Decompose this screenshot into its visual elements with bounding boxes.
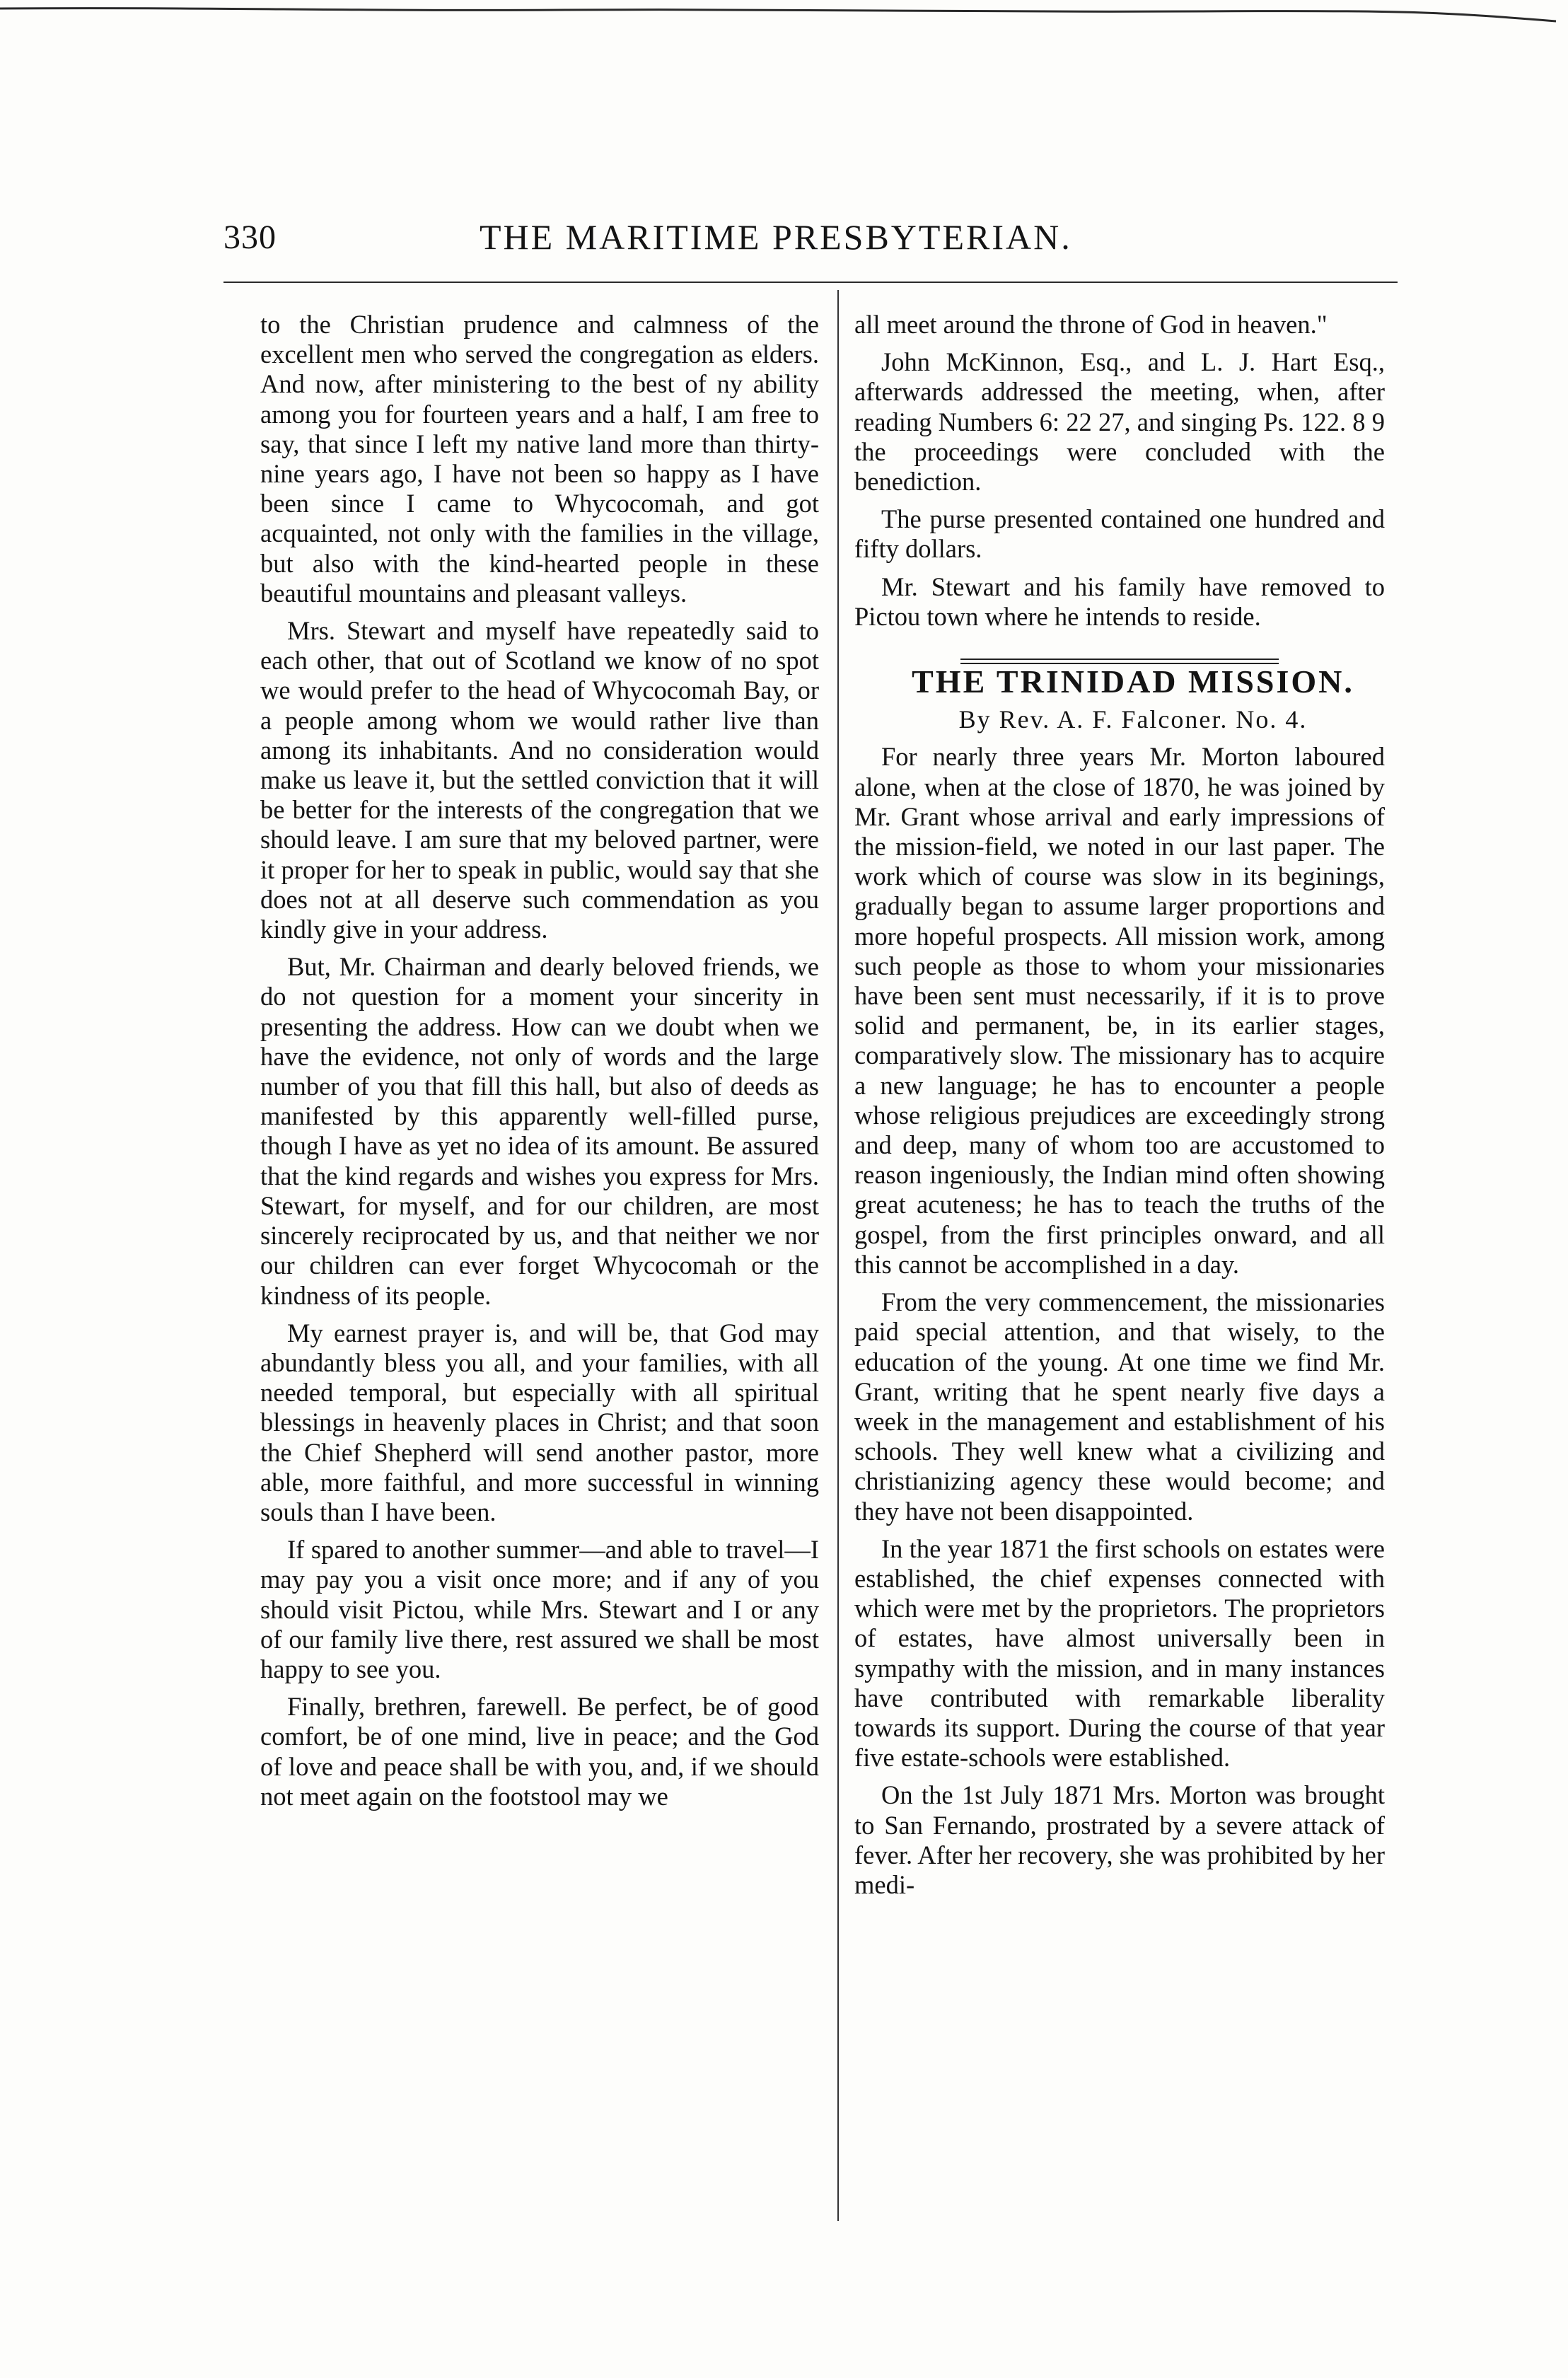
- paragraph: In the year 1871 the first schools on estates were established, the chief expenses connected with which were met by the proprietors. The proprietors of estates, have almost universally been in sympathy with the mission, and in many instances have contributed with remarkable liberality towards its support. During the course of that year five estate-schools were established.: [854, 1533, 1385, 1773]
- right-column: [854, 310, 1385, 1908]
- paragraph: John McKinnon, Esq., and L. J. Hart Esq., afterwards addressed the meeting, when, after reading Numbers 6: 22 27, and singing Ps. 122. 8 9 the proceedings were concluded with the benediction.: [854, 347, 1385, 497]
- paragraph: The purse presented contained one hundred and fifty dollars.: [854, 504, 1385, 564]
- paragraph: From the very commencement, the missionaries paid special attention, and that wisely, to the education of the young. At one time we find Mr. Grant, writing that he spent nearly five days a week in the management and establishment of his schools. They well knew what a civilizing and christianizing agency these would become; and they have not been disappointed.: [854, 1287, 1385, 1526]
- paragraph: On the 1st July 1871 Mrs. Morton was brought to San Fernando, prostrated by a severe attack of fever. After her recovery, she was prohibited by her medi-: [854, 1780, 1385, 1899]
- paragraph: all meet around the throne of God in heaven.": [854, 310, 1328, 339]
- paragraph: For nearly three years Mr. Morton laboured alone, when at the close of 1870, he was joined by Mr. Grant whose arrival and early impressions of the mission-field, we noted in our last paper. The work which of course was slow in its beginings, gradually began to assume larger proportions and more hopeful prospects. All mission work, among such people as those to whom your missionaries have been sent must necessarily, if it is to prove solid and permanent, be, in its earlier stages, comparatively slow. The missionary has to acquire a new language; he has to encounter a people whose religious prejudices are exceedingly strong and deep, many of whom too are accustomed to reason ingeniously, the Indian mind often showing great acuteness; he has to teach the truths of the gospel, from the first principles onward, and all this cannot be accomplished in a day.: [854, 742, 1385, 1279]
- article-byline: By Rev. A. F. Falconer. No. 4.: [958, 705, 1308, 734]
- article-title: THE TRINIDAD MISSION.: [912, 663, 1354, 700]
- page-header: [223, 211, 1398, 267]
- paragraph: Mr. Stewart and his family have removed to Pictou town where he intends to reside.: [854, 572, 1385, 631]
- paragraph: to the Christian prudence and calmness of the excellent men who served the congregation as elders. And now, after ministering to the best of ny ability among you for fourteen years and a half, I am free to say, that since I left my native land more than thirty-nine years ago, I have not been so happy as I have been since I came to Whycocomah, and got acquainted, not only with the families in the village, but also with the kind-hearted people in these beautiful mountains and pleasant valleys.: [260, 310, 819, 608]
- running-title: THE MARITIME PRESBYTERIAN.: [480, 217, 1072, 257]
- paragraph: Mrs. Stewart and myself have repeatedly said to each other, that out of Scotland we know of no spot we would prefer to the head of Whycocomah Bay, or a people among whom we would rather live than among its inhabitants. And no consideration would make us leave it, but the settled conviction that it will be better for the interests of the congregation that we should leave. I am sure that my beloved partner, were it proper for her to speak in public, would say that she does not at all deserve such commendation as you kindly give in your address.: [260, 616, 819, 944]
- paragraph: My earnest prayer is, and will be, that God may abundantly bless you all, and your families, with all needed temporal, but especially with all spiritual blessings in heavenly places in Christ; and that soon the Chief Shepherd will send another pastor, more able, more faithful, and more successful in winning souls than I have been.: [260, 1318, 819, 1526]
- paragraph: Finally, brethren, farewell. Be perfect, be of good comfort, be of one mind, live in peace; and the God of love and peace shall be with you, and, if we should not meet again on the footstool may we: [260, 1692, 819, 1811]
- paragraph: If spared to another summer—and able to travel—I may pay you a visit once more; and if any of you should visit Pictou, while Mrs. Stewart and I or any of our family live there, rest assured we shall be most happy to see you.: [260, 1535, 819, 1683]
- paragraph: But, Mr. Chairman and dearly beloved friends, we do not question for a moment your sincerity in presenting the address. How can we doubt when we have the evidence, not only of words and the large number of you that fill this hall, but also of deeds as manifested by this apparently well-filled purse, though I have as yet no idea of its amount. Be assured that the kind regards and wishes you express for Mrs. Stewart, for myself, and for our children, are most sincerely reciprocated by us, and that neither we nor our children can ever forget Whycocomah or the kindness of its people.: [260, 952, 819, 1310]
- left-column: [260, 310, 819, 1819]
- header-rule: [223, 282, 1398, 283]
- page-top-edge-line: [0, 3, 1568, 23]
- page-number: 330: [223, 219, 277, 256]
- column-divider: [837, 290, 839, 2221]
